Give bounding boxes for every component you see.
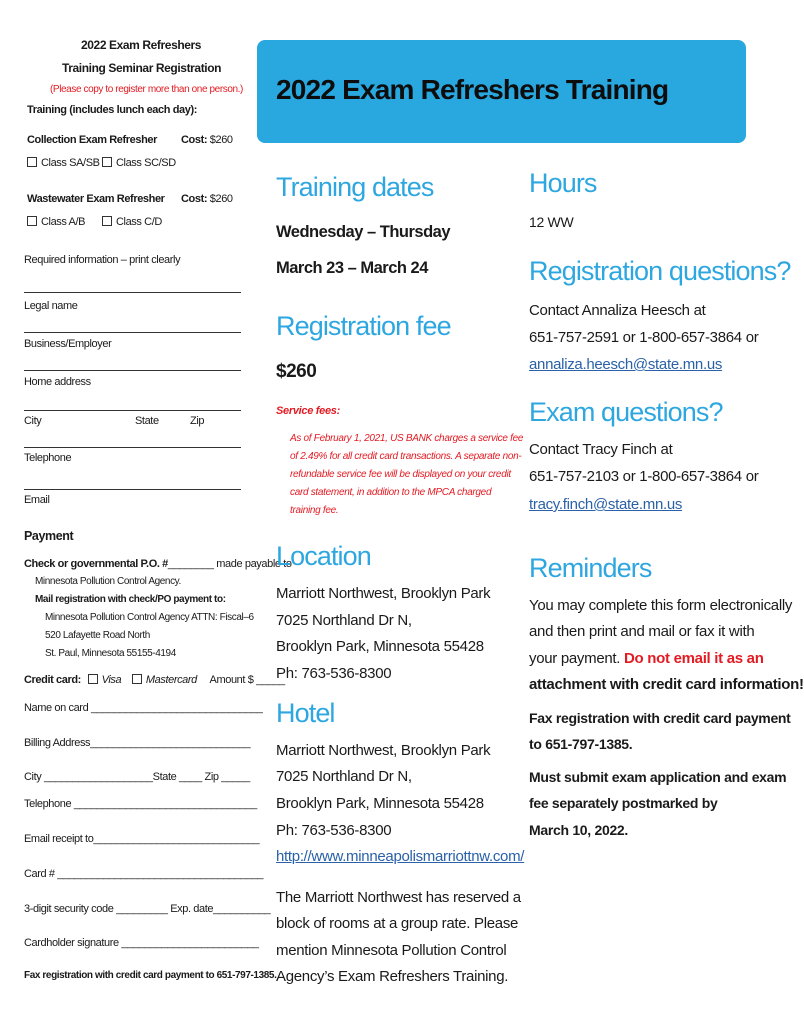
telephone-line[interactable]	[24, 447, 241, 448]
copy-note: (Please copy to register more than one person.)	[50, 84, 243, 95]
security-exp-field[interactable]: 3-digit security code _________ Exp. date__________	[24, 903, 271, 915]
registration-fee-amount: $260	[276, 361, 317, 382]
service-fee-line: As of February 1, 2021, US BANK charges a service fee	[290, 433, 524, 444]
mail-heading: Mail registration with check/PO payment to:	[35, 594, 226, 605]
checkbox[interactable]	[27, 157, 37, 167]
hotel-line: Brooklyn Park, Minnesota 55428	[276, 795, 484, 812]
registration-questions-heading: Registration questions?	[529, 256, 791, 286]
form-title-line2: Training Seminar Registration	[62, 61, 222, 75]
reminders-line: your payment. Do not email it as an	[529, 650, 764, 667]
exam-questions-heading: Exam questions?	[529, 397, 723, 427]
collection-class-scsd[interactable]: Class SC/SD	[102, 157, 176, 169]
hotel-note-line: Agency’s Exam Refreshers Training.	[276, 968, 509, 985]
training-dates-heading: Training dates	[276, 172, 434, 202]
exam-email-link[interactable]: tracy.finch@state.mn.us	[529, 496, 683, 513]
city-line[interactable]	[24, 410, 241, 411]
state-label: State	[135, 415, 159, 427]
zip-label: Zip	[190, 415, 205, 427]
registration-phones: 651-757-2591 or 1-800-657-3864 or	[529, 329, 759, 346]
required-info-label: Required information – print clearly	[24, 254, 181, 266]
checkbox[interactable]	[102, 216, 112, 226]
checkbox[interactable]	[27, 216, 37, 226]
legal-name-line[interactable]	[24, 292, 241, 293]
wastewater-class-cd[interactable]: Class C/D	[102, 216, 162, 228]
hotel-note-line: block of rooms at a group rate. Please	[276, 915, 519, 932]
hotel-line: Marriott Northwest, Brooklyn Park	[276, 742, 491, 759]
hotel-heading: Hotel	[276, 698, 335, 728]
mail-address-line3: St. Paul, Minnesota 55155-4194	[45, 648, 176, 659]
billing-address-field[interactable]: Billing Address____________________________	[24, 737, 251, 749]
submit-deadline-line: Must submit exam application and exam	[529, 769, 787, 785]
amount-field[interactable]: Amount $ _____	[209, 674, 285, 686]
collection-class-sasb[interactable]: Class SA/SB	[27, 157, 100, 169]
location-line: Brooklyn Park, Minnesota 55428	[276, 638, 484, 655]
payment-heading: Payment	[24, 529, 74, 543]
mail-address-line1: Minnesota Pollution Control Agency ATTN: Fiscal–6	[45, 612, 254, 623]
registration-fee-heading: Registration fee	[276, 311, 451, 341]
hours-heading: Hours	[529, 168, 597, 198]
service-fee-line: training fee.	[290, 505, 339, 516]
legal-name-label: Legal name	[24, 300, 78, 312]
form-title-line1: 2022 Exam Refreshers	[81, 38, 202, 52]
exam-contact: Contact Tracy Finch at	[529, 441, 673, 458]
city-label: City	[24, 415, 42, 427]
hours-value: 12 WW	[529, 214, 574, 230]
business-label: Business/Employer	[24, 338, 112, 350]
training-date-range: March 23 – March 24	[276, 259, 428, 277]
email-label: Email	[24, 494, 50, 506]
card-number-field[interactable]: Card # ____________________________________	[24, 868, 264, 880]
registration-contact: Contact Annaliza Heesch at	[529, 302, 706, 319]
reminders-warning: attachment with credit card information!	[529, 676, 804, 693]
hotel-website-link[interactable]: http://www.minneapolismarriottnw.com/	[276, 848, 525, 865]
hotel-note-line: mention Minnesota Pollution Control	[276, 942, 507, 959]
service-fee-line: refundable service fee will be displayed on your credit	[290, 469, 511, 480]
email-line[interactable]	[24, 489, 241, 490]
service-fee-line: card statement, in addition to the MPCA charged	[290, 487, 492, 498]
telephone-label: Telephone	[24, 452, 72, 464]
cardholder-signature-field[interactable]: Cardholder signature ________________________	[24, 937, 259, 949]
collection-cost: Cost: $260	[181, 134, 233, 146]
banner-title: 2022 Exam Refreshers Training	[276, 74, 669, 105]
fax-registration-number: to 651-797-1385.	[529, 736, 633, 752]
service-fee-line: of 2.49% for all credit card transactions. A separate non-	[290, 451, 522, 462]
submit-deadline-line: fee separately postmarked by	[529, 795, 718, 811]
card-telephone-field[interactable]: Telephone ________________________________	[24, 798, 257, 810]
collection-course-name: Collection Exam Refresher	[27, 134, 157, 146]
hotel-line: 7025 Northland Dr N,	[276, 768, 412, 785]
fax-note: Fax registration with credit card payment to 651-797-1385.	[24, 970, 277, 981]
training-days: Wednesday – Thursday	[276, 223, 451, 241]
location-phone: Ph: 763-536-8300	[276, 665, 392, 682]
home-address-label: Home address	[24, 376, 91, 388]
check-line: Check or governmental P.O. #________ made payable to	[24, 558, 292, 570]
reminders-line: You may complete this form electronically	[529, 597, 793, 614]
hotel-note-line: The Marriott Northwest has reserved a	[276, 889, 521, 906]
mail-address-line2: 520 Lafayette Road North	[45, 630, 150, 641]
card-city-field[interactable]: City ___________________State ____ Zip _____	[24, 771, 250, 783]
location-line: 7025 Northland Dr N,	[276, 612, 412, 629]
reminders-line: and then print and mail or fax it with	[529, 623, 755, 640]
registration-email-link[interactable]: annaliza.heesch@state.mn.us	[529, 356, 723, 373]
credit-card-row: Credit card: Visa Mastercard Amount $ _____	[24, 674, 285, 686]
fax-registration-line: Fax registration with credit card payment	[529, 710, 791, 726]
hotel-phone: Ph: 763-536-8300	[276, 822, 392, 839]
visa-checkbox[interactable]	[88, 674, 98, 684]
wastewater-class-ab[interactable]: Class A/B	[27, 216, 85, 228]
checkbox[interactable]	[102, 157, 112, 167]
home-address-line[interactable]	[24, 370, 241, 371]
email-receipt-field[interactable]: Email receipt to_____________________________	[24, 833, 260, 845]
training-heading: Training (includes lunch each day):	[27, 104, 197, 116]
mastercard-checkbox[interactable]	[132, 674, 142, 684]
wastewater-cost: Cost: $260	[181, 193, 233, 205]
exam-phones: 651-757-2103 or 1-800-657-3864 or	[529, 468, 759, 485]
reminders-heading: Reminders	[529, 553, 652, 583]
location-line: Marriott Northwest, Brooklyn Park	[276, 585, 491, 602]
submit-deadline-date: March 10, 2022.	[529, 822, 629, 838]
service-fees-heading: Service fees:	[276, 405, 340, 417]
business-line[interactable]	[24, 332, 241, 333]
location-heading: Location	[276, 541, 371, 571]
agency-name: Minnesota Pollution Control Agency.	[35, 576, 181, 587]
wastewater-course-name: Wastewater Exam Refresher	[27, 193, 165, 205]
name-on-card-field[interactable]: Name on card ______________________________	[24, 702, 263, 714]
